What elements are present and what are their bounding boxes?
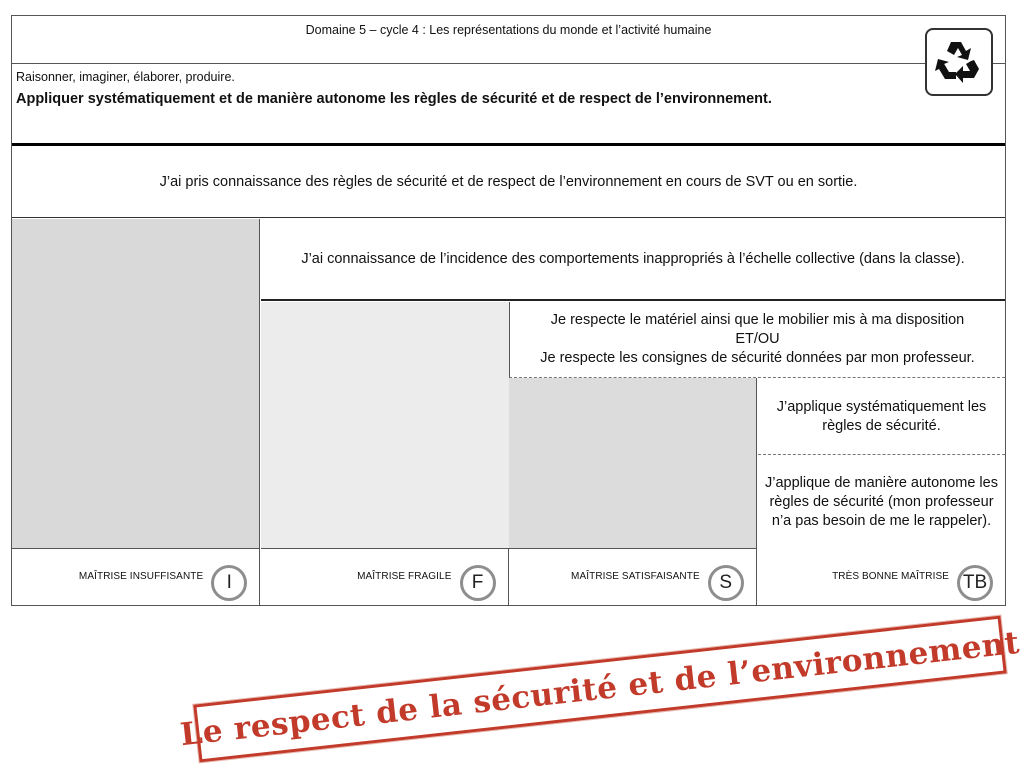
objective-subtitle: Raisonner, imaginer, élaborer, produire.	[16, 70, 235, 84]
mastery-badge: TB	[957, 565, 993, 601]
shade-insuffisante	[12, 219, 260, 549]
level-row-3-line-2: ET/OU	[735, 331, 780, 347]
level-row-3-line-3: Je respecte les consignes de sécurité données par mon professeur.	[540, 350, 975, 366]
stamp-frame	[178, 616, 1022, 763]
stamp-title: Le respect de la sécurité et de l’environnement	[178, 624, 1022, 754]
mastery-cell-fragile	[260, 549, 508, 605]
mastery-badge: F	[460, 565, 496, 601]
recycle-icon	[925, 28, 993, 96]
level-row-3	[509, 302, 1005, 378]
mastery-cell-satisfaisante	[509, 549, 757, 605]
mastery-cell-insuffisante	[12, 549, 260, 605]
mastery-label: MAÎTRISE INSUFFISANTE	[78, 571, 204, 582]
level-row-5	[758, 456, 1005, 549]
mastery-label: MAÎTRISE FRAGILE	[357, 571, 452, 582]
mastery-badge: S	[708, 565, 744, 601]
shade-fragile	[261, 302, 509, 549]
mastery-cell-tres-bonne	[757, 549, 1005, 605]
title-stamp	[178, 622, 1022, 754]
shade-satisfaisante	[509, 378, 757, 549]
level-row-4-text: J’applique systématiquement les règles de sécurité.	[776, 398, 987, 434]
level-row-3-line-1: Je respecte le matériel ainsi que le mobilier mis à ma disposition	[550, 312, 965, 328]
competency-card	[11, 15, 1006, 606]
objective-title: Appliquer systématiquement et de manière autonome les règles de sécurité et de respect de l’environnement.	[16, 91, 772, 107]
objective-block	[12, 65, 1005, 143]
level-row-5-text: J’applique de manière autonome les règles de sécurité (mon professeur n’a pas besoin de me le rappeler).	[765, 475, 998, 529]
mastery-label: MAÎTRISE SATISFAISANTE	[571, 571, 700, 582]
level-row-2: J’ai connaissance de l’incidence des comportements inappropriés à l’échelle collective (dans la classe).	[261, 219, 1005, 301]
domain-title: Domaine 5 – cycle 4 : Les représentations du monde et l’activité humaine	[305, 23, 712, 37]
level-row-4	[758, 379, 1005, 455]
mastery-label: TRÈS BONNE MAÎTRISE	[832, 571, 949, 582]
mastery-scale	[12, 549, 1005, 605]
domain-header	[12, 16, 1005, 64]
mastery-badge: I	[211, 565, 247, 601]
level-row-1: J’ai pris connaissance des règles de sécurité et de respect de l’environnement en cours de SVT ou en sortie.	[12, 146, 1005, 218]
